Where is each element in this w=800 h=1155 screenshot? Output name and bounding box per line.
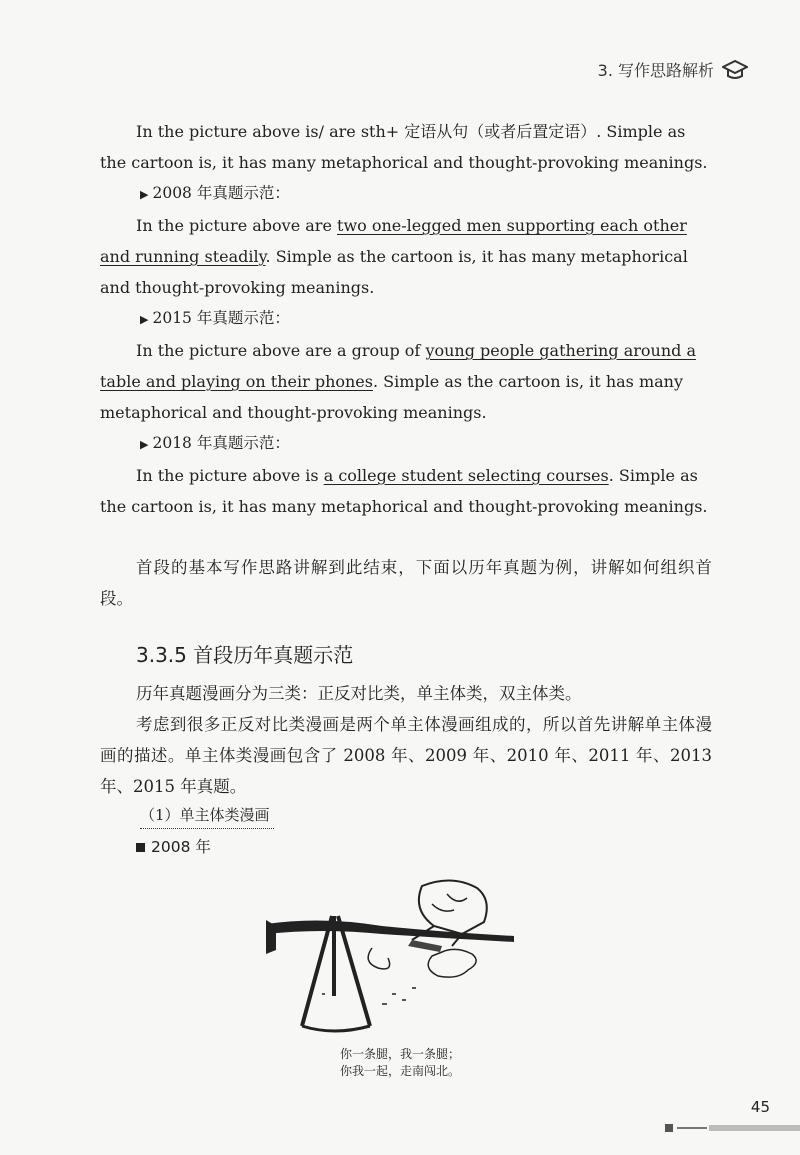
example-label-2008: ▶ 2008 年真题示范： bbox=[140, 184, 290, 202]
example-label-2018: ▶ 2018 年真题示范： bbox=[140, 434, 290, 452]
example-paragraph-2008: In the picture above are two one-legged men supporting each other and running steadily. Simple as the cartoon is, it has many metaphorical and thought-provoking meanings. bbox=[100, 216, 688, 297]
example-label-2015: ▶ 2015 年真题示范： bbox=[140, 309, 290, 327]
section-paragraph-2: 考虑到很多正反对比类漫画是两个单主体漫画组成的，所以首先讲解单主体漫画的描述。单主体类漫画包含了 2008 年、2009 年、2010 年、2011 年、2013 年、2015 年真题。 bbox=[100, 715, 712, 796]
chapter-title: 3. 写作思路解析 bbox=[597, 61, 714, 80]
section-paragraph-1: 历年真题漫画分为三类：正反对比类，单主体类，双主体类。 bbox=[136, 684, 582, 703]
cartoon-illustration bbox=[262, 876, 522, 1046]
cartoon-caption bbox=[300, 1046, 500, 1080]
page-body bbox=[100, 116, 712, 861]
page-number: 45 bbox=[750, 1098, 770, 1116]
year-heading: 2008 年 bbox=[136, 833, 712, 861]
section-title: 3.3.5 首段历年真题示范 bbox=[136, 643, 354, 667]
running-header bbox=[598, 58, 748, 81]
caption-line-1: 你一条腿，我一条腿； bbox=[339, 1047, 460, 1061]
closing-paragraph: 首段的基本写作思路讲解到此结束，下面以历年真题为例，讲解如何组织首段。 bbox=[100, 558, 712, 608]
square-bullet-icon bbox=[136, 843, 145, 852]
subsection-heading: （1）单主体类漫画 bbox=[140, 802, 274, 829]
example-paragraph-2015: In the picture above are a group of young people gathering around a table and playing on their phones. Simple as the cartoon is, it has many metaphorical and thought-provoking meanings. bbox=[100, 341, 696, 422]
example-paragraph-2018: In the picture above is a college student selecting courses. Simple as the cartoon is, it has many metaphorical and thought-provoking meanings. bbox=[100, 466, 708, 516]
footer-bar bbox=[665, 1124, 800, 1132]
graduation-cap-icon bbox=[722, 59, 748, 81]
caption-line-2: 你我一起，走南闯北。 bbox=[339, 1064, 460, 1078]
template-paragraph: In the picture above is/ are sth+ 定语从句（或者后置定语）. Simple as the cartoon is, it has many metaphorical and thought-provoking meanings. bbox=[100, 122, 708, 172]
